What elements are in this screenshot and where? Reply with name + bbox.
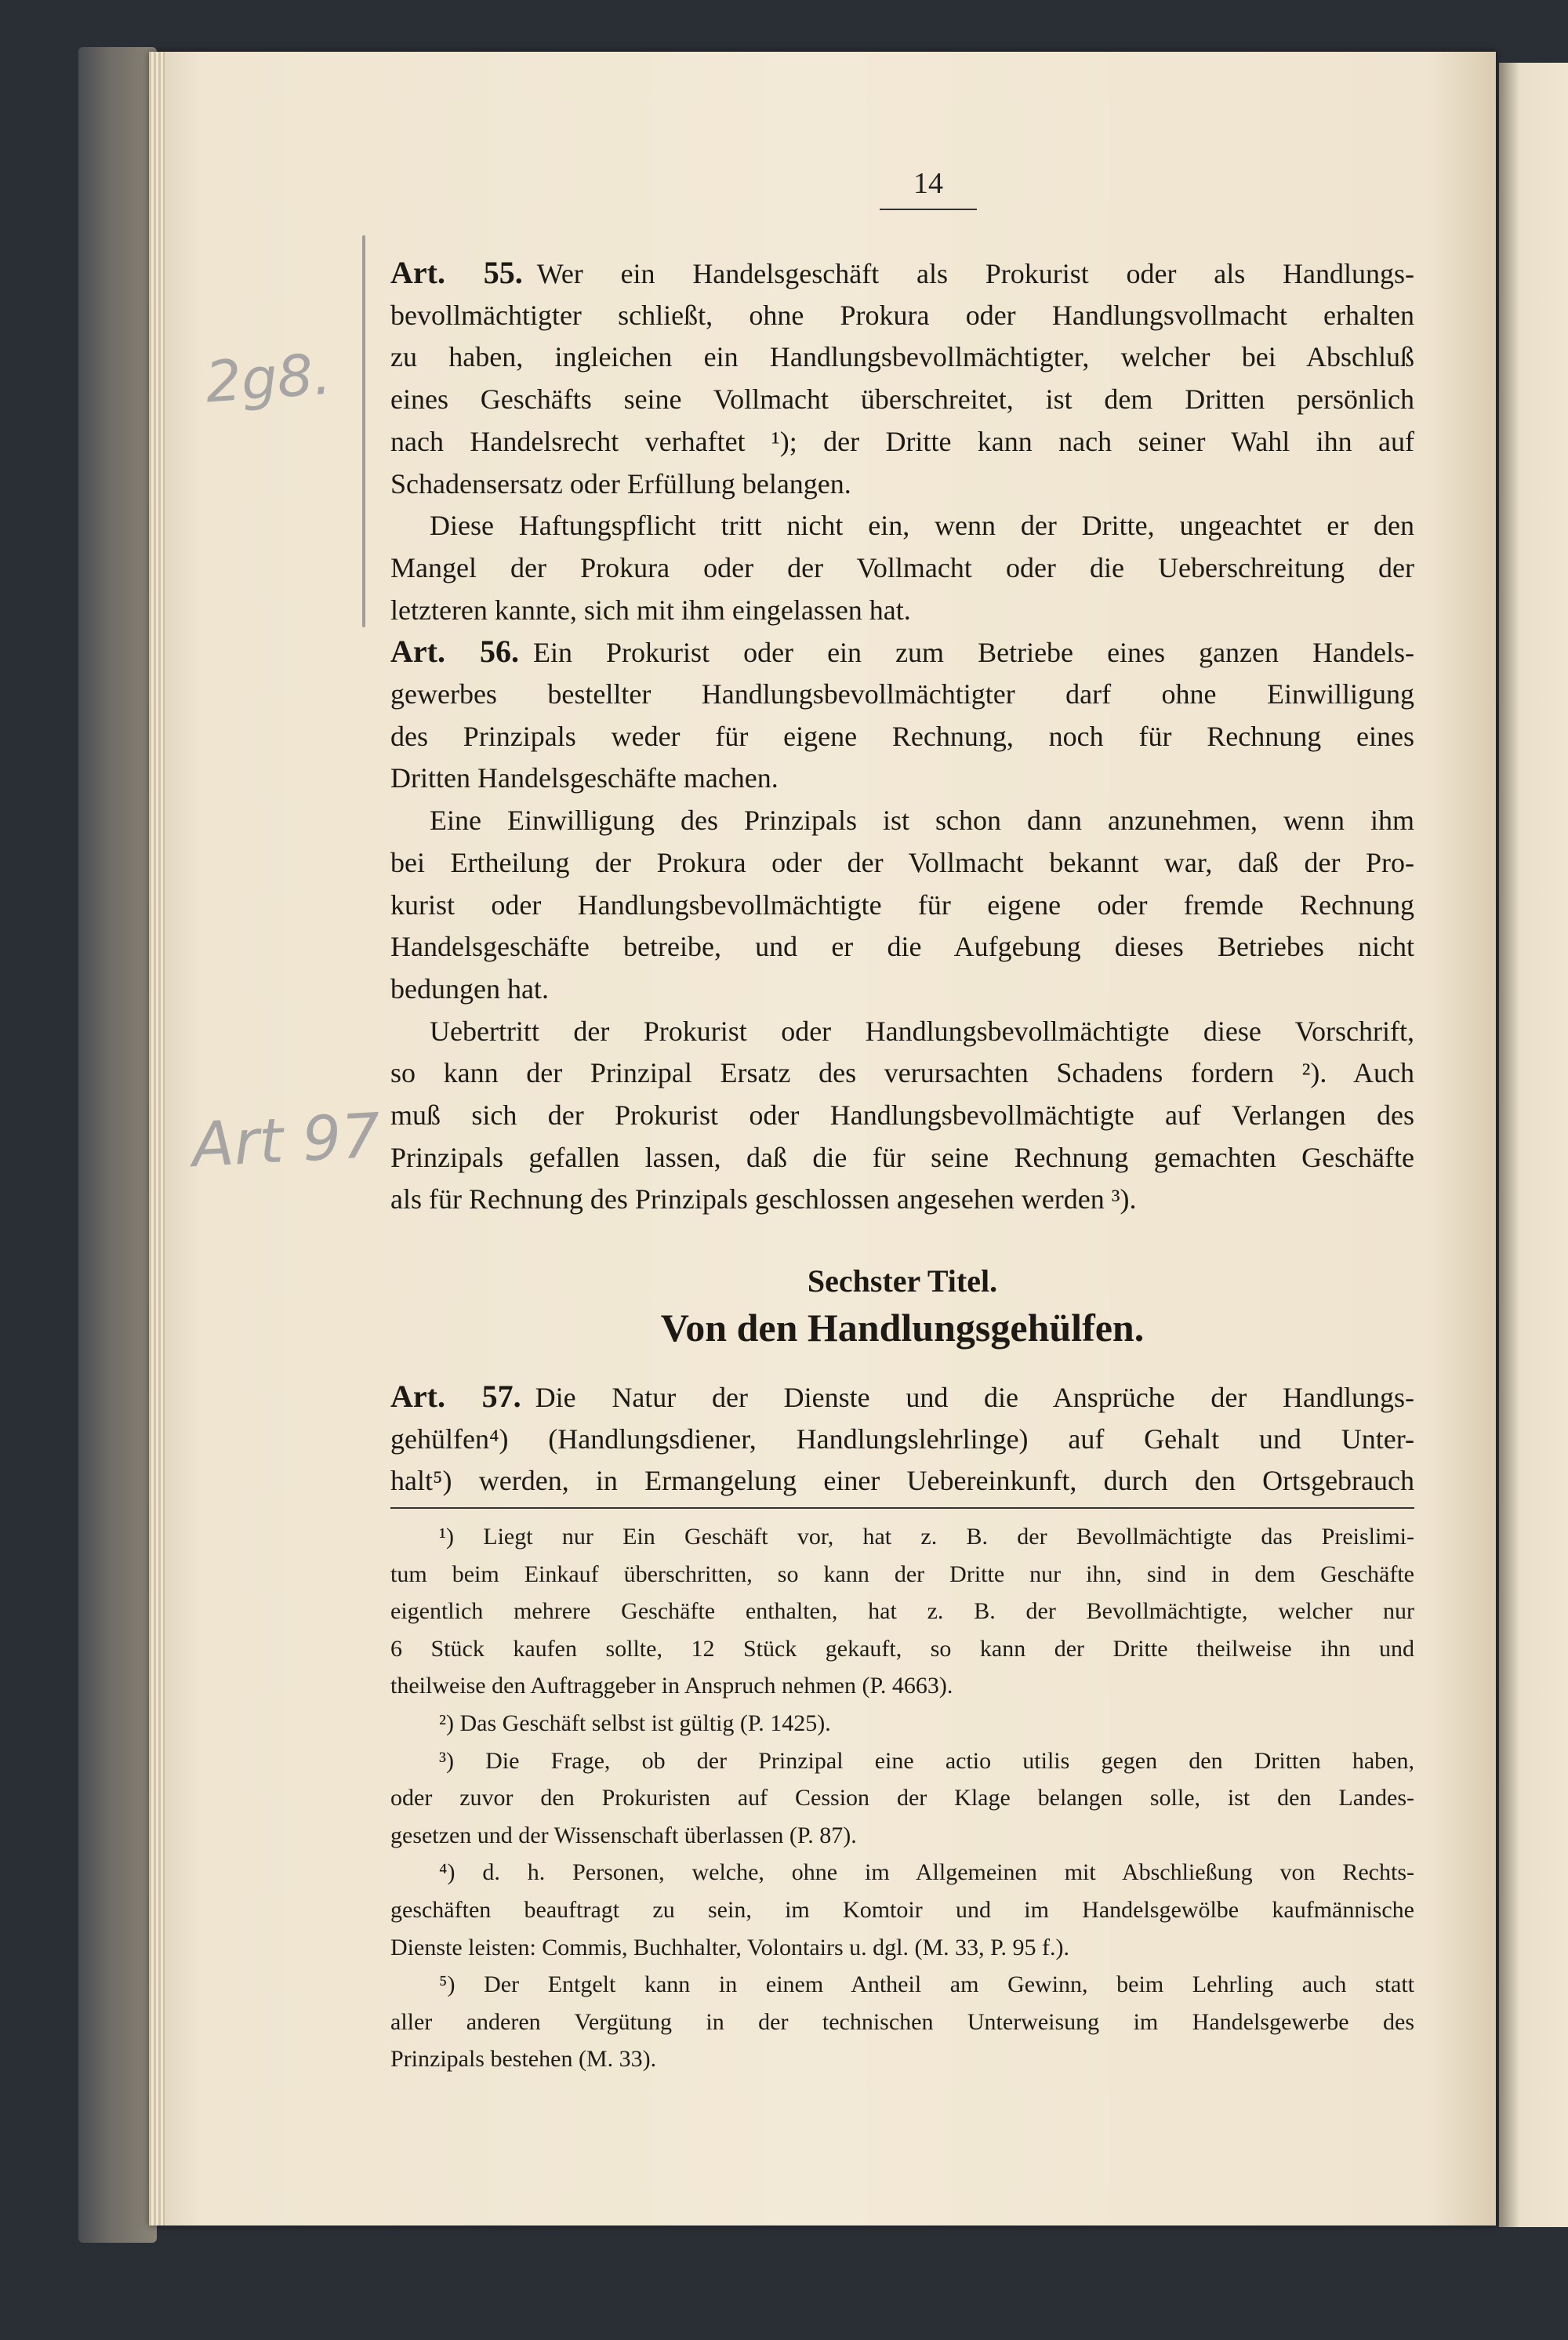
line-text: ⁴) d. h. Personen, welche, ohne im Allgemeinen mit Abschließung von Rechts- xyxy=(439,1859,1414,1886)
line-text: tum beim Einkauf überschritten, so kann der Dritte nur ihn, sind in dem Geschäfte xyxy=(390,1561,1414,1587)
text-line xyxy=(390,1182,1414,1216)
footnote-line xyxy=(390,1671,1414,1701)
line-text: gesetzen und der Wissenschaft überlassen (P. 87). xyxy=(390,1822,857,1848)
footnote-line xyxy=(439,1709,1414,1739)
text-line xyxy=(390,382,1414,416)
text-line xyxy=(390,593,1414,627)
line-text: als für Rechnung des Prinzipals geschlossen angesehen werden ³). xyxy=(390,1183,1137,1215)
line-text: muß sich der Prokurist oder Handlungsbevollmächtigte auf Verlangen des xyxy=(390,1099,1414,1131)
text-line xyxy=(390,424,1414,459)
text-line xyxy=(430,1014,1414,1048)
line-text: Prinzipals gefallen lassen, daß die für seine Rechnung gemachten Geschäfte xyxy=(390,1141,1414,1173)
footnote-line xyxy=(390,1933,1414,1963)
text-line xyxy=(390,888,1414,922)
article-number: Art. 57. xyxy=(390,1379,521,1414)
footnote-line xyxy=(390,1821,1414,1851)
pencil-bracket xyxy=(362,235,365,627)
text-line xyxy=(390,550,1414,585)
line-text: ³) Die Frage, ob der Prinzipal eine actio utilis gegen den Dritten haben, xyxy=(439,1747,1414,1774)
article-number: Art. 56. xyxy=(390,634,519,670)
text-line xyxy=(390,298,1414,332)
text-line xyxy=(390,929,1414,964)
text-line xyxy=(390,1463,1414,1498)
footnote-line xyxy=(390,1634,1414,1664)
line-text: Prinzipals bestehen (M. 33). xyxy=(390,2046,657,2073)
page-number-rule xyxy=(880,209,977,210)
text-line xyxy=(390,972,1414,1006)
line-text: gehülfen⁴) (Handlungsdiener, Handlungslehrlinge) auf Gehalt und Unter- xyxy=(390,1423,1414,1455)
footnote-line xyxy=(390,2044,1414,2074)
section-title: Sechster Titel. xyxy=(807,1263,998,1299)
line-text: geschäften beauftragt zu sein, im Komtoir und im Handelsgewölbe kaufmännische xyxy=(390,1897,1414,1923)
text-line xyxy=(390,1056,1414,1090)
line-text: nach Handelsrecht verhaftet ¹); der Dritte kann nach seiner Wahl ihn auf xyxy=(390,425,1414,457)
line-text: Dienste leisten: Commis, Buchhalter, Volontairs u. dgl. (M. 33, P. 95 f.). xyxy=(390,1934,1069,1960)
line-text: ²) Das Geschäft selbst ist gültig (P. 1425). xyxy=(439,1710,831,1736)
line-text: Eine Einwilligung des Prinzipals ist schon dann anzunehmen, wenn ihm xyxy=(430,805,1414,837)
line-text: letzteren kannte, sich mit ihm eingelassen hat. xyxy=(390,594,911,626)
line-text: gewerbes bestellter Handlungsbevollmächtigter darf ohne Einwilligung xyxy=(390,678,1414,710)
footnote-line xyxy=(390,1560,1414,1590)
line-text: Mangel der Prokura oder der Vollmacht oder die Ueberschreitung der xyxy=(390,551,1414,583)
text-line xyxy=(390,467,1414,501)
line-text: halt⁵) werden, in Ermangelung einer Uebereinkunft, durch den Ortsgebrauch xyxy=(390,1465,1414,1497)
page-edges xyxy=(149,52,166,2226)
book-binding xyxy=(78,47,157,2243)
text-line xyxy=(390,1140,1414,1175)
line-text: eines Geschäfts seine Vollmacht überschreitet, ist dem Dritten persönlich xyxy=(390,383,1414,416)
footnote-line xyxy=(390,1895,1414,1925)
line-text: Schadensersatz oder Erfüllung belangen. xyxy=(390,467,851,500)
footnote-line xyxy=(439,1858,1414,1888)
footnote-line xyxy=(390,1597,1414,1626)
footnote-line xyxy=(390,1783,1414,1813)
line-text: Handelsgeschäfte betreibe, und er die Aufgebung dieses Betriebes nicht xyxy=(390,931,1414,963)
line-text: zu haben, ingleichen ein Handlungsbevollmächtigter, welcher bei Abschluß xyxy=(390,341,1414,373)
line-text: Wer ein Handelsgeschäft als Prokurist oder als Handlungs- xyxy=(536,258,1414,289)
text-line xyxy=(430,508,1414,543)
text-line xyxy=(390,1422,1414,1456)
section-subtitle: Von den Handlungsgehülfen. xyxy=(660,1306,1145,1350)
adjacent-page xyxy=(1499,63,1568,2227)
line-text: 6 Stück kaufen sollte, 12 Stück gekauft, so kann der Dritte theilweise ihn und xyxy=(390,1635,1414,1662)
text-line xyxy=(390,845,1414,880)
text-line xyxy=(390,761,1414,795)
footnote-line xyxy=(439,1522,1414,1552)
line-text: eigentlich mehrere Geschäfte enthalten, hat z. B. der Bevollmächtigte, welcher nur xyxy=(390,1598,1414,1625)
text-line xyxy=(430,803,1414,838)
line-text: Ein Prokurist oder ein zum Betriebe eines ganzen Handels- xyxy=(533,637,1414,669)
text-line xyxy=(390,1098,1414,1132)
footnote-rule xyxy=(390,1507,1414,1509)
margin-note: 2g8. xyxy=(203,340,333,416)
text-line xyxy=(390,256,1414,291)
footnote-line xyxy=(439,1746,1414,1776)
line-text: ¹) Liegt nur Ein Geschäft vor, hat z. B. der Bevollmächtigte das Preislimi- xyxy=(439,1524,1414,1550)
line-text: theilweise den Auftraggeber in Anspruch nehmen (P. 4663). xyxy=(390,1673,953,1699)
line-text: bedungen hat. xyxy=(390,972,549,1005)
line-text: Die Natur der Dienste und die Ansprüche der Handlungs- xyxy=(535,1382,1414,1413)
text-line xyxy=(390,340,1414,374)
article-number: Art. 55. xyxy=(390,255,523,290)
line-text: bevollmächtigter schließt, ohne Prokura oder Handlungsvollmacht erhalten xyxy=(390,299,1414,331)
page-number: 14 xyxy=(913,167,943,200)
footnote-line xyxy=(439,1970,1414,2000)
text-line xyxy=(390,1379,1414,1415)
text-line xyxy=(390,677,1414,711)
margin-note: Art 97 xyxy=(190,1100,383,1182)
line-text: des Prinzipals weder für eigene Rechnung, noch für Rechnung eines xyxy=(390,720,1414,752)
line-text: so kann der Prinzipal Ersatz des verursachten Schadens fordern ²). Auch xyxy=(390,1057,1414,1089)
line-text: kurist oder Handlungsbevollmächtigte für eigene oder fremde Rechnung xyxy=(390,888,1414,921)
line-text: Uebertritt der Prokurist oder Handlungsbevollmächtigte diese Vorschrift, xyxy=(430,1015,1414,1047)
line-text: oder zuvor den Prokuristen auf Cession der Klage belangen solle, ist den Landes- xyxy=(390,1785,1414,1811)
line-text: Dritten Handelsgeschäfte machen. xyxy=(390,762,779,794)
line-text: Diese Haftungspflicht tritt nicht ein, wenn der Dritte, ungeachtet er den xyxy=(430,510,1414,542)
text-line xyxy=(390,634,1414,670)
text-line xyxy=(390,719,1414,754)
line-text: aller anderen Vergütung in der technischen Unterweisung im Handelsgewerbe des xyxy=(390,2008,1414,2035)
line-text: ⁵) Der Entgelt kann in einem Antheil am Gewinn, beim Lehrling auch statt xyxy=(439,1971,1414,1998)
line-text: bei Ertheilung der Prokura oder der Vollmacht bekannt war, daß der Pro- xyxy=(390,846,1414,878)
footnote-line xyxy=(390,2008,1414,2037)
